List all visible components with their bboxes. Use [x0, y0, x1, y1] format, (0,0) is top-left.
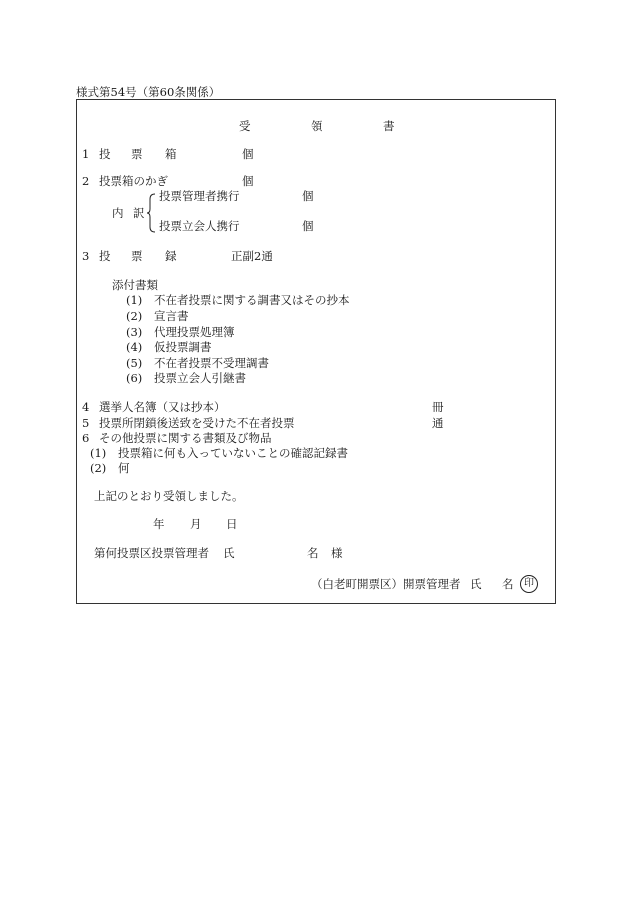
attachment-3-text: 代理投票処理簿	[154, 325, 235, 339]
title-char-1: 受	[239, 119, 251, 133]
item-1-number: 1	[82, 147, 90, 161]
item-4-text: 選挙人名簿（又は抄本）	[99, 400, 226, 414]
item-6-sub-1-text: 投票箱に何も入っていないことの確認記録書	[118, 446, 348, 460]
addressee-title: 第何投票区投票管理者	[94, 546, 209, 560]
title-char-2: 領	[311, 119, 323, 133]
addressee-sama: 様	[331, 546, 343, 560]
item-4-unit: 冊	[432, 400, 444, 414]
attachment-3-number: (3)	[126, 325, 143, 339]
attachment-1-number: (1)	[126, 293, 143, 307]
breakdown-row-2-unit: 個	[302, 219, 314, 233]
attachment-1-text: 不在者投票に関する調書又はその抄本	[154, 293, 350, 307]
item-3-label-char-2: 票	[131, 249, 143, 263]
signer-title: （白老町開票区）開票管理者	[311, 577, 461, 591]
item-6-sub-2-number: (2)	[90, 461, 107, 475]
item-3-label-char-1: 投	[99, 249, 111, 263]
signer-shi: 氏	[470, 577, 482, 591]
attachment-5-number: (5)	[126, 356, 143, 370]
item-5-unit: 通	[432, 416, 444, 430]
attachment-2-number: (2)	[126, 309, 143, 323]
item-1-label-char-2: 票	[131, 147, 143, 161]
item-3-label-char-3: 録	[165, 249, 177, 263]
item-1-unit: 個	[242, 147, 254, 161]
curly-brace-icon	[146, 193, 156, 233]
date-year: 年	[153, 517, 165, 531]
date-day: 日	[226, 517, 238, 531]
title-char-3: 書	[383, 119, 395, 133]
attachment-4-number: (4)	[126, 340, 143, 354]
item-1-label-char-1: 投	[99, 147, 111, 161]
item-6-number: 6	[82, 431, 90, 445]
attachments-heading: 添付書類	[112, 278, 158, 292]
breakdown-row-1-label: 投票管理者携行	[159, 189, 240, 203]
item-6-text: その他投票に関する書類及び物品	[99, 431, 272, 445]
attachment-2-text: 宣言書	[154, 309, 189, 323]
signer-mei: 名	[502, 577, 514, 591]
item-2-label: 投票箱のかぎ	[99, 174, 168, 188]
item-1-label-char-3: 箱	[165, 147, 177, 161]
item-5-text: 投票所閉鎖後送致を受けた不在者投票	[99, 416, 295, 430]
item-5-number: 5	[82, 416, 90, 430]
item-3-number: 3	[82, 249, 90, 263]
item-4-number: 4	[82, 400, 90, 414]
addressee-shi: 氏	[223, 546, 235, 560]
item-6-sub-2-text: 何	[118, 461, 130, 475]
receipt-statement: 上記のとおり受領しました。	[94, 489, 244, 503]
breakdown-row-1-unit: 個	[302, 189, 314, 203]
form-reference: 様式第54号（第60条関係）	[76, 85, 221, 99]
addressee-mei: 名	[307, 546, 319, 560]
breakdown-label-char-1: 内	[112, 206, 124, 220]
breakdown-row-2-label: 投票立会人携行	[159, 219, 240, 233]
attachment-5-text: 不在者投票不受理調書	[154, 356, 269, 370]
item-3-value: 正副2通	[231, 249, 273, 263]
attachment-4-text: 仮投票調書	[154, 340, 212, 354]
item-6-sub-1-number: (1)	[90, 446, 107, 460]
seal-stamp: 印	[520, 575, 538, 593]
date-month: 月	[190, 517, 202, 531]
item-2-unit: 個	[242, 174, 254, 188]
breakdown-label-char-2: 訳	[133, 206, 145, 220]
attachment-6-number: (6)	[126, 371, 143, 385]
attachment-6-text: 投票立会人引継書	[154, 371, 246, 385]
item-2-number: 2	[82, 174, 90, 188]
